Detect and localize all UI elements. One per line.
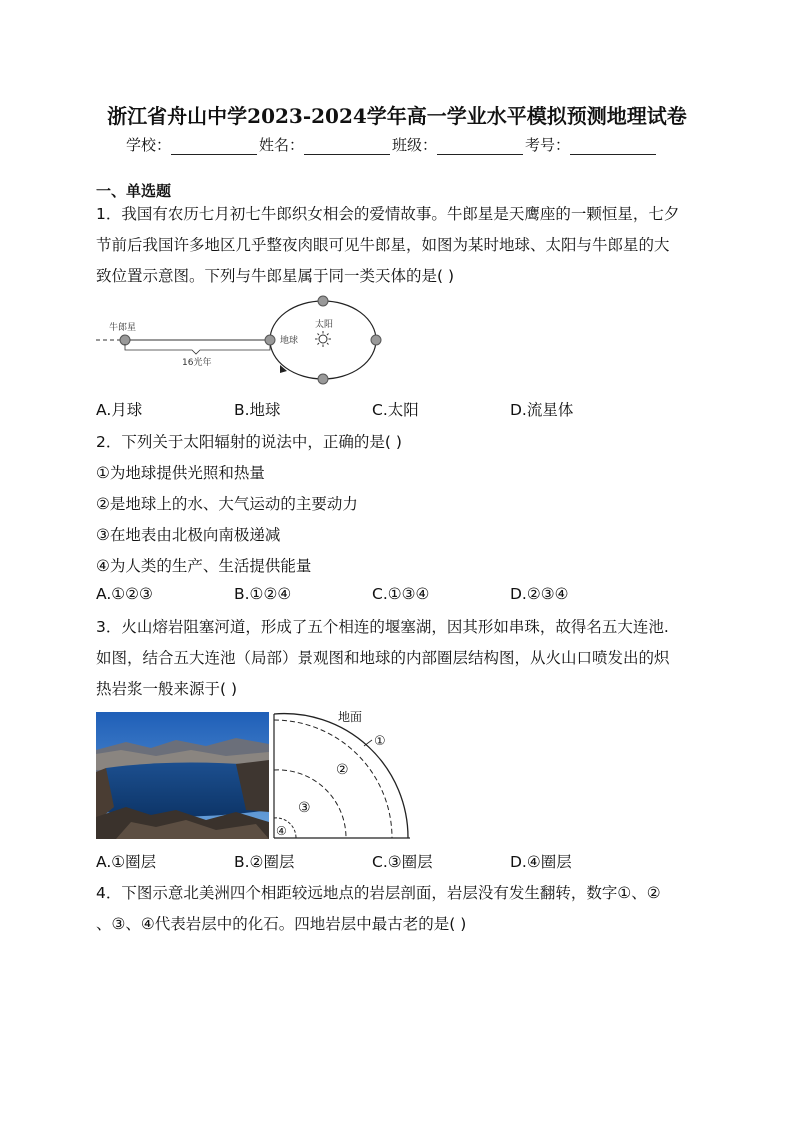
layer-3-label: ③ bbox=[298, 800, 311, 816]
q2-option-c[interactable]: C.①③④ bbox=[372, 585, 430, 603]
niulang-star-dot bbox=[120, 335, 130, 345]
number-blank[interactable] bbox=[570, 138, 656, 155]
sun-icon bbox=[315, 331, 331, 347]
q1-line-2: 节前后我国许多地区几乎整夜肉眼可见牛郎星，如图为某时地球、太阳与牛郎星的大 bbox=[96, 236, 670, 254]
q1-option-c[interactable]: C.太阳 bbox=[372, 401, 419, 419]
q3-line-1: 3．火山熔岩阻塞河道，形成了五个相连的堰塞湖，因其形如串珠，故得名五大连池. bbox=[96, 618, 669, 636]
q2-item-4: ④为人类的生产、生活提供能量 bbox=[96, 557, 312, 575]
number-label: 考号： bbox=[525, 136, 571, 154]
earth-interior-layers-figure bbox=[272, 708, 414, 842]
earth-dot-top bbox=[318, 296, 328, 306]
q3-line-2: 如图，结合五大连池（局部）景观图和地球的内部圈层结构图，从火山口喷发出的炽 bbox=[96, 649, 670, 667]
q1-line-3: 致位置示意图。下列与牛郎星属于同一类天体的是( ) bbox=[96, 267, 455, 285]
q3-option-a[interactable]: A.①圈层 bbox=[96, 853, 157, 871]
q1-option-a[interactable]: A.月球 bbox=[96, 401, 143, 419]
q2-stem: 2．下列关于太阳辐射的说法中，正确的是( ) bbox=[96, 433, 402, 451]
ground-label: 地面 bbox=[338, 710, 363, 724]
q3-option-d[interactable]: D.④圈层 bbox=[510, 853, 572, 871]
layer-1-label: ① bbox=[374, 734, 386, 749]
school-label: 学校： bbox=[126, 136, 172, 154]
q2-option-d[interactable]: D.②③④ bbox=[510, 585, 569, 603]
name-label: 姓名： bbox=[259, 136, 305, 154]
page-title: 浙江省舟山中学2023-2024学年高一学业水平模拟预测地理试卷 bbox=[107, 104, 687, 128]
q2-option-b[interactable]: B.①②④ bbox=[234, 585, 292, 603]
q3-line-3: 热岩浆一般来源于( ) bbox=[96, 680, 238, 698]
q3-option-b[interactable]: B.②圈层 bbox=[234, 853, 295, 871]
q4-line-2: 、③、④代表岩层中的化石。四地岩层中最古老的是( ) bbox=[96, 915, 467, 933]
earth-label: 地球 bbox=[280, 336, 299, 346]
q1-option-b[interactable]: B.地球 bbox=[234, 401, 281, 419]
student-info-row bbox=[126, 134, 686, 155]
section-heading: 一、单选题 bbox=[96, 182, 172, 200]
q4-line-1: 4．下图示意北美洲四个相距较远地点的岩层剖面，岩层没有发生翻转，数字①、② bbox=[96, 884, 661, 902]
q2-item-1: ①为地球提供光照和热量 bbox=[96, 464, 265, 482]
niulang-label: 牛郎星 bbox=[109, 323, 137, 333]
class-label: 班级： bbox=[392, 136, 438, 154]
q1-line-1: 1．我国有农历七月初七牛郎织女相会的爱情故事。牛郎星是天鹰座的一颗恒星，七夕 bbox=[96, 205, 680, 223]
school-blank[interactable] bbox=[171, 138, 257, 155]
layer-4-label: ④ bbox=[276, 824, 287, 838]
earth-dot-bottom bbox=[318, 374, 328, 384]
q1-option-d[interactable]: D.流星体 bbox=[510, 401, 574, 419]
layer-2-label: ② bbox=[336, 762, 349, 778]
q2-option-a[interactable]: A.①②③ bbox=[96, 585, 153, 603]
q2-item-3: ③在地表由北极向南极递减 bbox=[96, 526, 281, 544]
q2-item-2: ②是地球上的水、大气运动的主要动力 bbox=[96, 495, 358, 513]
lake-landscape-photo bbox=[96, 712, 269, 839]
earth-dot-left bbox=[265, 335, 275, 345]
q3-option-c[interactable]: C.③圈层 bbox=[372, 853, 433, 871]
distance-label: 16光年 bbox=[182, 358, 212, 368]
name-blank[interactable] bbox=[304, 138, 390, 155]
sun-label: 太阳 bbox=[315, 320, 334, 330]
earth-dot-right bbox=[371, 335, 381, 345]
class-blank[interactable] bbox=[437, 138, 523, 155]
q1-orbit-figure bbox=[94, 292, 394, 392]
